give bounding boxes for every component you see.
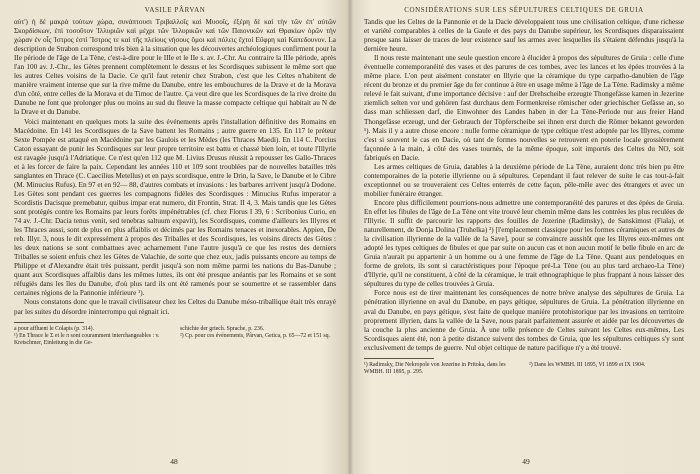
left-footnote-1: a pour affluent le Colapis (p. 314).: [14, 325, 95, 332]
right-paragraph-1: Tandis que les Celtes de la Pannonie et de la Dacie développaient tous une civilisation celtique, d'une richesse et variété comparables à celles de la Gaule et des pays du Danube supérieur, les Scordisques disparaissaient presque sans laisser de traces de leur existence sauf les armes avec lesquelles ils s'étaient défendus jusqu'à la dernière heure.: [364, 18, 684, 54]
left-page: [0, 0, 348, 474]
right-paragraph-2: Il nous reste maintenant une seule question encore à élucider à propos des sépultures de Gruia : celle d'une éventuelle contemporanéité des vases et des parures de ces tombes, avec les lances et les épées trouvées à la même place. L'on peut aisément constater en Illyrie que la céramique du type carpatho-danubien de l'âge récent du bronze et du premier âge du fer continue à être en usage même à l'âge de La Tène. Radimsky a même relevé le fait suivant, d'une importance décisive : auf der Drehscheibe erzeugte Thongefässe kamen in Jezerine ziemlich selten vor und gehören fast durchaus dem Formenkreise römischer oder griechischer Gefässe an, so dass man schliessen darf, die Einwohner des Landes haben in der La Tène-Periode nur aus freier Hand Thongefässe erzeugt, und der Gebrauch der Töpferscheibe sei ihnen erst durch die Römer bekannt geworden ¹). Mais il y a autre chose encore : nulle forme céramique de type celtique n'est adoptée par les Illyres, comme c'est si souvent le cas en Dacie, où tant de formes nouvelles se retrouvent en poterie locale grossièrement façonnée à la main, à côté des vases tournés, de la même époque, soit importés des Celtes du NO, soit fabriqués en Dacie.: [364, 54, 684, 162]
right-footnotes: [364, 362, 684, 376]
right-running-head: CONSIDÉRATIONS SUR LES SÉPULTURES CELTIQUES DE GRUIA: [404, 6, 644, 14]
left-paragraph-3: Nous constatons donc que le travail civilisateur chez les Celtes du Danube méso-triballique était très enrayé par les suites du désordre ininterrompu qui régnait ici.: [14, 298, 336, 316]
left-paragraph-1: αὐτ') ἡ δὲ μακρὰ τούτων χώρα, συνάπτουσι Τριβαλλοῖς καὶ Μυσοῖς, ἐξέρη δὲ καὶ τὴν τῶν ἐπ' αὐτῶν Σκορδίσκων, ἐπὶ τοσοῦτον Ἰλλυριῶν καὶ μέχρι τῶν Ἰλλυρικῶν καὶ τῶν Παιονικῶν καὶ Θρακίων ὀρῶν τὴν χώραν ἐν οἷς Ἰστρος ἐστὶ Ἴστρος τε καὶ τῆς πλείους νήσους ὅμοι καὶ πόλεις ἔχτοί Εὔφρη καὶ Καπεδουνον. La description de Strabon correspond très bien à la situation que les découvertes archéologiques confirment pour la IIe période de l'âge de La Tène, c'est-à-dire pour le IIIe et le IIe s. av. J.-Chr. Au contraire la IIIe période, après l'an 100 av. J.-Chr., les Gètes prennent complètement le dessus et les Scordisques subissent le même sort que les autres Celtes voisins de la Dacie. Ce qu'il faut retenir chez Strabon, c'est que les Celtes n'habitent de manière vraiment intense que sur la rive même du Danube, entre les embouchures de la Drave et de la Morava d'un côté, entre celles de la Morava et du Timoc de l'autre. Ça veut dire que les Scordisques de la rive droite du Danube ne font que prolonger plus ou moins au sud du fleuve la masse compacte celtique qui habitait au N de la Drave et du Danube.: [14, 18, 336, 117]
right-paragraph-3: Les armes celtiques de Gruia, datables à la deuxième période de La Tène, auraient donc très bien pu être contemporaines de la poterie illyrienne ou à sépultures. Cependant il faut relever de suite le cas tout-à-fait exceptionnel ou se trouveraient ces Celtes enterrés de cette façon, pêle-mêle avec des étrangers et avec un mobilier funéraire étranger.: [364, 162, 684, 198]
right-footnote-1: ¹) Radimsky, Die Nekropole von Jezerine in Pritoka, dans les WMBH. III 1895, p. 295.: [364, 361, 506, 375]
left-footnote-rule: [14, 322, 84, 323]
right-page: [352, 0, 700, 474]
left-body-text: [14, 18, 336, 317]
right-footnote-rule: [364, 358, 434, 359]
right-footnote-2: ²) Dans les WMBH. III 1895, VI 1899 et IX 1904.: [529, 361, 646, 368]
left-running-head: VASILE PÂRVAN: [144, 6, 206, 14]
right-page-number: 49: [522, 457, 530, 466]
left-paragraph-2: Voici maintenant en quelques mots la suite des événements après l'installation définitive des Romains en Macédoine. En 141 les Scordisques de la Save battent les Romains ; autre guerre en 135. En 117 le préteur Sexte Pompée est attaqué en Macédoine par les Gaulois et les Mèdes (les Thraces Maedi). En 114 C. Porcius Caton essayant de punir les Scordisques sur leur propre territoire est battu et chassé bien loin, et toute l'Illyrie est ravagée jusqu'à l'Adriatique. Ce n'est qu'en 112 que M. Livius Drusus réussit à repousser les Gallo-Thraces et à les forcer de faire la paix. Cependant les années 110 et 109 sont troublées par de nouvelles batailles très sanglantes en Thrace (C. Caecilius Metellus) et en pays scordisque, entre le Drin, la Save, le Danube et le Cibre (M. Minucius Rufus). En 97 et en 92— 88, d'autres combats et invasions : les barbares arrivent jusqu'à Dodone. Les Gètes sont pendant ces guerres les compagnons fidèles des Scordisques : Minucius Rufus imperator a Scordistis Dacisque premebatur, quibus impar erat numero, dit Frontin, Strat. II 4, 3. Mais tandis que les Gètes sont protégés contre les Romains par leurs forêts impénétrables (cf. chez Florus I 39, 6 : Scribonius Curio, en 74 av. J.-Chr. Dacia tenus venit, sed tenebras saltuum expavit), les Scordisques, comme d'ailleurs les Illyres et les Thraces aussi, sont de plus en plus affaiblis et décimés par les Romains tenaces et inexorables. Appien, De reb. Illyr. 3, nous le dit expressément à propos des Triballes et des Scordisques, les voisins directs des Gètes : les deux nations se sont combattues avec acharnement l'une l'autre jusqu'à ce que les restes des derniers Triballes se soient enfuis chez les Gètes de Valachie, de sorte que chez eux, jadis puissants encore au temps de Philippe et d'Alexandre était très puissant, perdit jusqu'à son nom même parmi les nations du Bas-Danube ; quant aux Scordisques affaiblis dans les mêmes luttes, ils ont été presque anéantis par les Romains et se sont réfugiés dans les îles du Danube, d'où plus tard ils ont été ramenés pour se soumettre et se rassembler dans certaines régions de la Pannonie inférieure ¹).: [14, 117, 336, 298]
right-body-text: [364, 18, 684, 353]
left-page-number: 48: [170, 457, 178, 466]
right-paragraph-4: Encore plus difficilement pourrions-nous admettre une contemporanéité des parures et des épées de Gruia. En effet les fibules de l'âge de La Tène ont vite trouvé leur chemin même dans les contrées les plus reculées de l'Illyrie. Il suffit de parcourir les rapports des fouilles de Jezerine (Radimsky), de Sanskimost (Fiala), et naturellement, de Donja Dolina (Truhelka) ²) [l'emplacement classique pour les formes céramiques et autres de la civilisation illyrienne de la vallée de la Save], pour se convaincre aussitôt que les Illyres eux-mêmes ont adopté les types celtiques de fibules et que par suite on aucun cas et non aucun motif le belle fibule en arc de Gruia n'aurait pu appartenir à un homme ou à une femme de l'âge de La Tène. Quant aux pendeloques en forme de grelots, ils sont si caractéristiques pour l'époque pré-La Tène (ou au plus tard archaeo-La Tène) d'Illyrie, qu'il ne constituent, à côté de la céramique, le trait ethnographique le plus frappant à nous laisser des sépultures du type de celles trouvées à Gruia.: [364, 198, 684, 289]
left-footnote-2: schichte der griech. Sprache, p. 236.: [180, 325, 265, 332]
right-paragraph-5: Force nous est de tirer maintenant les conséquences de notre brève analyse des sépultures de Gruia. La pénétration illyrienne en aval du Danube, en pays gétique, sépultures de Gruia. La pénétration illyrienne en aval du Danube, en pays gétique, s'est faite de quelque manière protohistorique par les invasions en territoire proprement illyrien, dans la vallée de la Save, nous parait parfaitement assurée et aidée par les découvertes de la couche la plus ancienne de Gruia. À une telle présence de Celtes suivant les Celtes eux-mêmes, Les Scordisques aient été, non à petite distance suivent des tombes de Gruia, que les sépultures celtiques s'y sont exclusivement de temps de guerre. Nul objet celtique de nature pacifique n'y a été trouvé.: [364, 289, 684, 352]
left-footnote-4: ²) Cp. pour ces événements, Pârvan, Getica, p. 65—72 et 151 sq.: [180, 332, 331, 339]
left-footnote-3: ¹) En Thrace le Σ et le π sont couramment interchangeables : v. Kretschmer, Einleitung in die Ge-: [14, 332, 160, 346]
left-footnotes: [14, 326, 336, 347]
